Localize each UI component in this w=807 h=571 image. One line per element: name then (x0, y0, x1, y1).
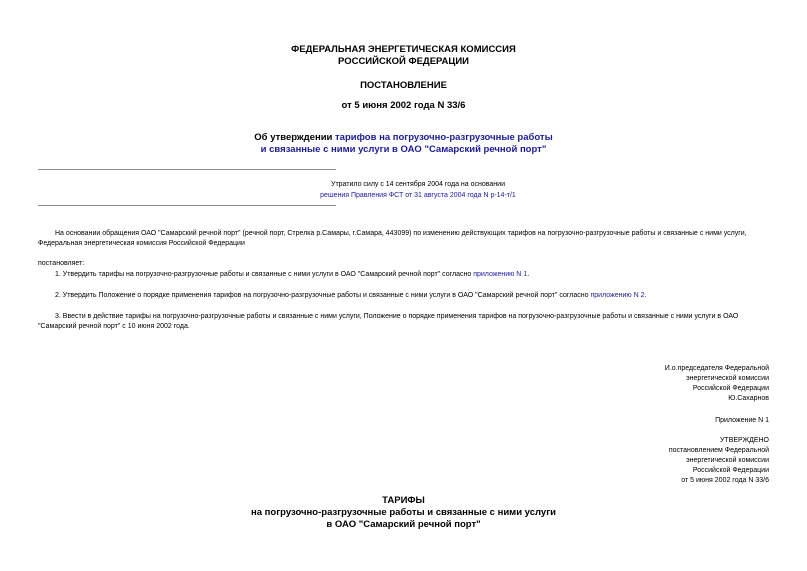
approved-line4: от 5 июня 2002 года N 33/6 (681, 477, 769, 484)
signature-line1: И.о.председателя Федеральной (664, 365, 769, 372)
appendix-label: Приложение N 1 (715, 417, 769, 424)
item-2-text: 2. Утвердить Положение о порядке применения тарифов на погрузочно-разгрузочные работы и связанные с ними услуги в ОАО "Самарский речной порт" согласно (55, 292, 591, 299)
signature-line3: Российской Федерации (692, 385, 769, 392)
approved-label: УТВЕРЖДЕНО (719, 437, 769, 444)
decree-word: постановляет: (38, 260, 85, 267)
title-tariffs-link[interactable]: тарифов на погрузочно-разгрузочные работы (335, 132, 553, 143)
item-1 (38, 270, 769, 280)
tariffs-title: ТАРИФЫ (382, 495, 425, 506)
signature-line2: энергетической комиссии (686, 375, 769, 382)
org-name-line1: ФЕДЕРАЛЬНАЯ ЭНЕРГЕТИЧЕСКАЯ КОМИССИЯ (291, 44, 516, 55)
document-type: ПОСТАНОВЛЕНИЕ (360, 80, 447, 91)
tariffs-subtitle-line2: в ОАО "Самарский речной порт" (326, 519, 481, 530)
item-2-end: . (644, 292, 647, 299)
org-name-line2: РОССИЙСКОЙ ФЕДЕРАЦИИ (337, 56, 469, 67)
intro-paragraph: На основании обращения ОАО "Самарский речной порт" (речной порт, Стрелка р.Самары, г.Самара, 443099) по изменению действующих тарифов на погрузочно-разгрузочные работы и связанные с ними услуги, Федеральная энергетическая комиссия Российской Федерации (38, 230, 747, 247)
divider-top (38, 169, 336, 170)
approved-line3: Российской Федерации (692, 467, 769, 474)
document-title-line2 (0, 144, 807, 156)
approved-line2: энергетической комиссии (686, 457, 769, 464)
document-date: от 5 июня 2002 года N 33/6 (341, 100, 466, 111)
appendix-1-link[interactable]: приложению N 1 (473, 271, 528, 278)
status-note: Утратило силу с 14 сентября 2004 года на основании (331, 181, 505, 188)
item-3: 3. Ввести в действие тарифы на погрузочно-разгрузочные работы и связанные с ними услуги, Положение о порядке применения тарифов на погрузочно-разгрузочные работы и связанные с ними услуги в ОАО "Самарский речной порт" с 10 июня 2002 года. (38, 313, 739, 330)
item-2 (38, 291, 769, 301)
divider-bottom (38, 205, 336, 206)
status-decision-link[interactable]: решения Правления ФСТ от 31 августа 2004 года N р-14-т/1 (320, 192, 516, 199)
document-title-line1 (0, 132, 807, 144)
approved-line1: постановлением Федеральной (668, 447, 769, 454)
tariffs-subtitle-line1: на погрузочно-разгрузочные работы и связанные с ними услуги (251, 507, 556, 518)
title-tariffs-link-continued[interactable]: и связанные с ними услуги в ОАО "Самарский речной порт" (260, 144, 547, 155)
item-1-text: 1. Утвердить тарифы на погрузочно-разгрузочные работы и связанные с ними услуги в ОАО "Самарский речной порт" согласно (55, 271, 474, 278)
signature-name: Ю.Сахарнов (728, 395, 769, 402)
item-1-end: . (527, 271, 530, 278)
title-prefix: Об утверждении (254, 132, 336, 143)
appendix-2-link[interactable]: приложению N 2 (590, 292, 645, 299)
